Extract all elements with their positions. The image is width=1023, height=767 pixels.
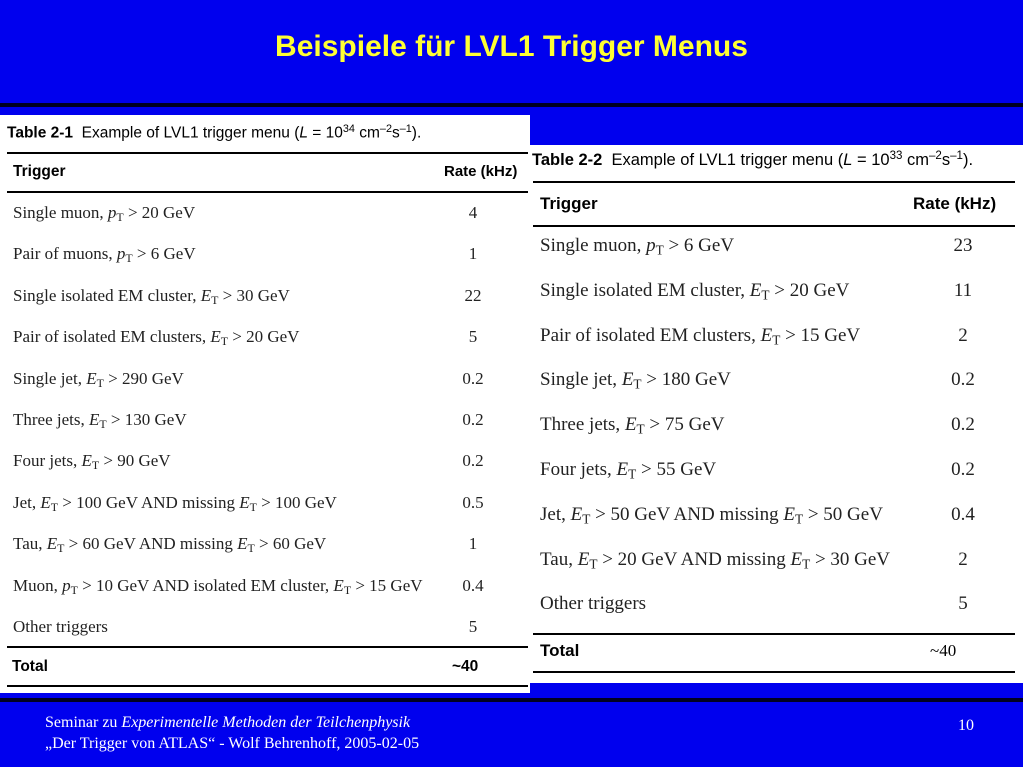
- bottom-rule: [533, 671, 1015, 673]
- table-2-2: [530, 145, 1023, 683]
- footer-divider: [0, 698, 1023, 702]
- table-row: [540, 459, 1015, 504]
- table-caption: Table 2-1 Example of LVL1 trigger menu ($L = 10^{34}$ $cm^{-2}s^{-1}$).: [7, 123, 422, 142]
- trigger-name: Pair of isolated EM clusters, $E_T > 20$ GeV: [13, 327, 300, 349]
- total-label: Total: [540, 641, 580, 660]
- table-row: [13, 410, 523, 451]
- total-label: Total: [12, 658, 48, 675]
- slide-title: Beispiele für LVL1 Trigger Menus: [275, 30, 748, 63]
- rate-value: 0.4: [462, 575, 484, 595]
- rate-value: 0.2: [951, 459, 975, 480]
- rate-value: 0.2: [462, 410, 484, 429]
- rate-value: 5: [468, 617, 478, 636]
- total-rule: [533, 633, 1015, 635]
- table-row: [13, 451, 523, 492]
- table-row: [540, 280, 1015, 325]
- top-rule: [7, 152, 528, 154]
- trigger-name: Jet, $E_T > 50$ GeV AND missing $E_T > 50$ GeV: [540, 503, 883, 527]
- trigger-name: Single jet, $E_T > 290$ GeV: [13, 368, 184, 390]
- table-row: [540, 325, 1015, 370]
- rate-value: 11: [953, 279, 973, 301]
- column-header-rate: Rate (kHz): [913, 194, 997, 213]
- rate-value: 0.2: [462, 451, 484, 471]
- rate-value: 5: [468, 327, 478, 347]
- trigger-name: Jet, $E_T > 100$ GeV AND missing $E_T > 100$ GeV: [13, 492, 337, 514]
- trigger-name: Single muon, $p_T > 20$ GeV: [13, 203, 196, 224]
- trigger-name: Single isolated EM cluster, $E_T > 30$ GeV: [13, 285, 290, 307]
- trigger-name: Pair of muons, $p_T > 6$ GeV: [13, 244, 196, 266]
- table-row: [540, 369, 1015, 414]
- header-rule: [7, 191, 528, 193]
- table-row: [540, 593, 1015, 638]
- table-row: [13, 244, 523, 285]
- rate-value: 0.2: [951, 369, 975, 391]
- column-header-rate: Rate (kHz): [444, 163, 518, 180]
- rate-value: 0.2: [462, 368, 484, 388]
- header-rule: [533, 225, 1015, 227]
- trigger-name: Pair of isolated EM clusters, $E_T > 15$ GeV: [540, 324, 861, 347]
- trigger-name: Single muon, $p_T > 6$ GeV: [540, 235, 735, 258]
- rate-value: 0.5: [462, 492, 484, 512]
- trigger-name: Muon, $p_T > 10$ GeV AND isolated EM cluster, $E_T > 15$ GeV: [13, 575, 423, 597]
- table-row: [13, 534, 523, 575]
- total-rule: [7, 646, 528, 648]
- rate-value: 2: [958, 324, 968, 346]
- table-row: [13, 576, 523, 617]
- trigger-name: Single jet, $E_T > 180$ GeV: [540, 369, 731, 392]
- table-row: [13, 369, 523, 410]
- table-row: [540, 414, 1015, 459]
- trigger-name: Other triggers: [540, 593, 647, 615]
- footer-line-2: „Der Trigger von ATLAS“ - Wolf Behrenhoff, 2005-02-05: [45, 735, 420, 752]
- rate-value: 0.4: [951, 503, 975, 525]
- table-caption: Table 2-2 Example of LVL1 trigger menu ($L = 10^{33}$ $cm^{-2}s^{-1}$).: [532, 150, 974, 169]
- table-row: [13, 617, 523, 658]
- total-value: ~40: [930, 641, 957, 660]
- bottom-rule: [7, 685, 528, 687]
- column-header-trigger: Trigger: [13, 163, 66, 180]
- trigger-name: Tau, $E_T > 20$ GeV AND missing $E_T > 30$ GeV: [540, 548, 891, 571]
- table-row: [540, 504, 1015, 549]
- footer-line-1: Seminar zu Experimentelle Methoden der Teilchenphysik: [45, 714, 411, 731]
- page-number: 10: [958, 717, 974, 734]
- rate-value: 1: [468, 534, 478, 554]
- trigger-name: Four jets, $E_T > 55$ GeV: [540, 459, 717, 482]
- trigger-name: Single isolated EM cluster, $E_T > 20$ GeV: [540, 279, 850, 303]
- footer-credits: [45, 712, 419, 754]
- rate-value: 4: [468, 203, 478, 222]
- table-row: [13, 286, 523, 327]
- rate-value: 0.2: [951, 414, 975, 436]
- table-row: [540, 549, 1015, 594]
- table-2-1: [0, 115, 530, 693]
- rate-value: 2: [958, 548, 968, 570]
- table-row: [540, 235, 1015, 280]
- table-row: [13, 327, 523, 368]
- table-row: [13, 203, 523, 244]
- trigger-name: Four jets, $E_T > 90$ GeV: [13, 451, 171, 473]
- total-value: ~40: [452, 658, 479, 675]
- rate-value: 5: [958, 593, 968, 615]
- trigger-name: Tau, $E_T > 60$ GeV AND missing $E_T > 60$ GeV: [13, 534, 327, 556]
- table-row: [13, 493, 523, 534]
- title-divider: [0, 103, 1023, 107]
- rate-value: 1: [468, 244, 478, 264]
- rate-value: 23: [953, 235, 973, 256]
- rate-value: 22: [464, 285, 482, 305]
- trigger-name: Three jets, $E_T > 130$ GeV: [13, 410, 187, 431]
- top-rule: [533, 181, 1015, 183]
- trigger-name: Three jets, $E_T > 75$ GeV: [540, 414, 725, 437]
- column-header-trigger: Trigger: [540, 194, 598, 213]
- trigger-name: Other triggers: [13, 617, 108, 636]
